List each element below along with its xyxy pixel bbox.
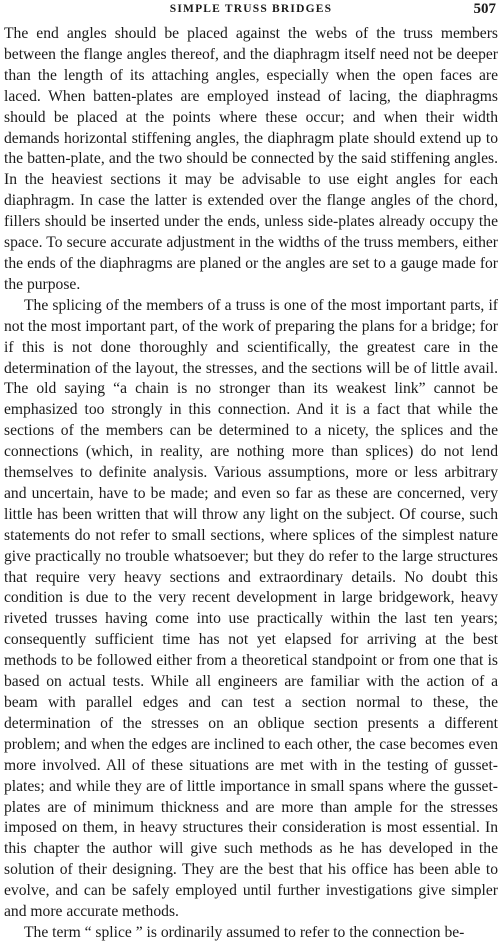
paragraph-splicing: The splicing of the members of a truss is one of the most important parts, if not the most important part, of the work of preparing the plans for a bridge; for if this is not done thoroughly and scientifically, the greatest care in the determination of the layout, the stresses, and the sections will be of little avail. The old saying “a chain is no stronger than its weakest link” cannot be emphasized too strongly in this connection. And it is a fact that while the sections of the members can be determined to a nicety, the splices and the connections (which, in reality, are nothing more than splices) do not lend themselves to definite analysis. Various assumptions, more or less arbitrary and uncertain, have to be made; and even so far as these are concerned, very little has been written that will throw any light on the subject. Of course, such statements do not refer to small sections, where splices of the simplest nature give practically no trouble whatsoever; but they do refer to the large structures that require very heavy sections and extraordinary details. No doubt this condition is due to the very recent development in large bridgework, heavy riveted trusses having come into use practically within the last ten years; consequently sufficient time has not yet elapsed for arriving at the best methods to be followed either from a theoretical standpoint or from one that is based on actual tests. While all engineers are familiar with the action of a beam with parallel edges and can test a section normal to these, the determination of the stresses on an oblique section presents a different problem; and when the edges are inclined to each other, the case becomes even more involved. All of these situations are met with in the testing of gusset-plates; and while they are of little importance in small spans where the gusset-plates are of minimum thickness and are more than ample for the stresses imposed on them, in heavy structures their consideration is most essential. In this chapter the author will give such methods as he has developed in the solution of their designing. They are the best that his office has been able to evolve, and can be safely employed until further investigations give simpler and more accurate methods.	[4, 296, 498, 921]
running-title: SIMPLE TRUSS BRIDGES	[169, 3, 333, 15]
body-text	[4, 24, 498, 944]
paragraph-splice-term: The term “ splice ” is ordinarily assumed to refer to the connection be-	[24, 923, 465, 941]
paragraph-diaphragms: The end angles should be placed against the webs of the truss members between the flange angles thereof, and the diaphragm itself need not be deeper than the length of its attaching angles, especially when the open faces are laced. When batten-plates are employed instead of lacing, the diaphragms should be placed at the points where these occur; and when their width demands horizontal stiffening angles, the diaphragm plate should extend up to the batten-plate, and the two should be connected by the said stiffening angles. In the heaviest sections it may be advisable to use eight angles for each diaphragm. In case the latter is extended over the flange angles of the chord, fillers should be inserted under the ends, unless side-plates already occupy the space. To secure accurate adjustment in the widths of the truss members, either the ends of the diaphragms are planed or the angles are set to a gauge made for the purpose.	[4, 25, 498, 293]
running-head	[4, 0, 498, 22]
page-number: 507	[473, 1, 496, 17]
